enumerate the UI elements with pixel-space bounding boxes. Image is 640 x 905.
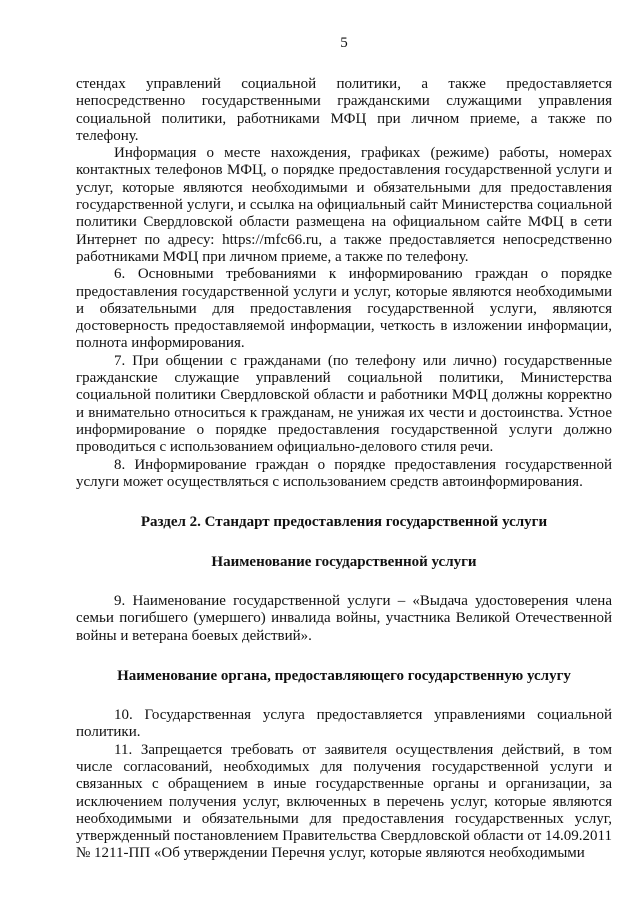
subsection-heading-service-name: Наименование государственной услуги (211, 554, 477, 571)
paragraph-mfc-info: Информация о месте нахождения, графиках (режиме) работы, номерах контактных телефонов МФЦ, о порядке предоставления государственной услуги и услуг, которые являются необходимыми и обязательными для предоставления государственной услуги, и ссылка на официальный сайт Министерства социальной политики Свердловской области размещена на официальном сайте МФЦ в сети Интернет по адресу: https://mfc66.ru, а также предоставляется непосредственно работниками МФЦ при личном приеме, а также по телефону. (76, 145, 612, 265)
paragraph-item-11: 11. Запрещается требовать от заявителя осуществления действий, в том числе согласований, необходимых для получения государственной услуги и связанных с обращением в иные государственные органы и организации, за исключением получения услуг, включенных в перечень услуг, которые являются необходимыми и обязательными для предоставления государственных услуг, утвержденный постановлением Правительства Свердловской области от 14.09.2011 № 1211-ПП «Об утверждении Перечня услуг, которые являются необходимыми (76, 741, 612, 862)
section-heading: Раздел 2. Стандарт предоставления государственной услуги (140, 514, 548, 531)
spacer (76, 531, 612, 553)
paragraph-continuation: стендах управлений социальной политики, а также предоставляется непосредственно государственными гражданскими служащими управления социальной политики, работниками МФЦ при личном приеме, а также по телефону. (76, 76, 612, 144)
spacer (76, 645, 612, 667)
spacer (76, 491, 612, 513)
paragraph-item-9: 9. Наименование государственной услуги – «Выдача удостоверения члена семьи погибшего (умершего) инвалида войны, участника Великой Отечественной войны и ветерана боевых действий». (76, 593, 612, 644)
page-number: 5 (340, 35, 348, 51)
spacer (76, 685, 612, 707)
spacer (76, 571, 612, 593)
subsection-heading-agency-name: Наименование органа, предоставляющего государственную услугу (117, 668, 571, 685)
paragraph-item-8: 8. Информирование граждан о порядке предоставления государственной услуги может осуществляться с использованием средств автоинформирования. (76, 456, 612, 490)
paragraph-item-7: 7. При общении с гражданами (по телефону или лично) государственные гражданские служащие управлений социальной политики, Министерства социальной политики Свердловской области и работники МФЦ должны корректно и внимательно относиться к гражданам, не унижая их чести и достоинства. Устное информирование о порядке предоставления государственной услуги должно проводиться с использованием официально-делового стиля речи. (76, 352, 612, 456)
paragraph-item-10: 10. Государственная услуга предоставляется управлениями социальной политики. (76, 707, 612, 741)
paragraph-item-6: 6. Основными требованиями к информированию граждан о порядке предоставления государственной услуги и услуг, которые являются необходимыми и обязательными для предоставления государственной услуги, являются достоверность предоставляемой информации, четкость в изложении информации, полнота информирования. (76, 266, 612, 352)
